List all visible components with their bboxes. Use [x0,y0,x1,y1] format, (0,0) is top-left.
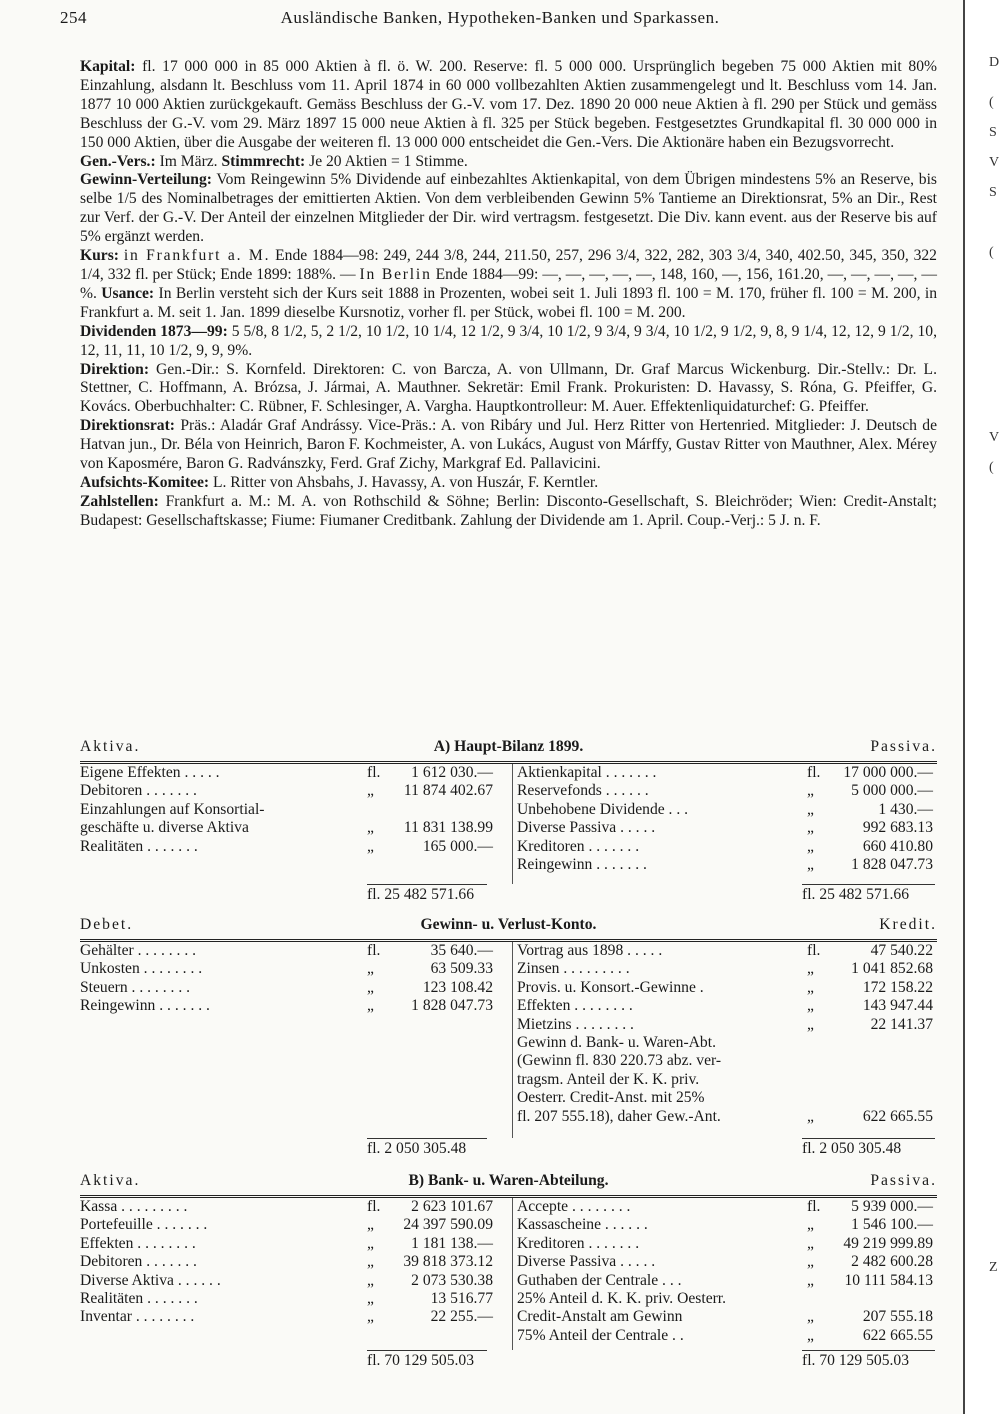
ledger-item-name: Realitäten . . . . . . . [80,1289,198,1307]
bilanz-right-column [512,764,937,884]
ledger-item-name: Mietzins . . . . . . . . [517,1015,634,1033]
ledger-currency: fl. [367,764,381,781]
waren-left-head: Aktiva. [80,1172,141,1189]
ledger-currency: „ [807,855,814,873]
aufsicht-paragraph [80,474,937,493]
ledger-amount: 49 219 999.89 [843,1234,933,1252]
ledger-item-name: Unbehobene Dividende . . . [517,800,689,818]
ledger-currency: „ [367,1234,374,1252]
gewinn-verlust-konto [80,916,937,1158]
direktion-label: Direktion: [80,360,150,378]
aufsicht-text: L. Ritter von Ahsbahs, J. Havassy, A. von Huszár, F. Kerntler. [212,473,599,491]
ledger-item-name: geschäfte u. diverse Aktiva [80,819,249,837]
ledger-currency: „ [807,1107,814,1125]
direktion-paragraph [80,361,937,418]
ledger-row [80,801,505,819]
margin-letter: V [989,430,1000,445]
waren-columns [80,1198,937,1350]
ledger-row [517,1253,937,1271]
gv-total-left: fl. 2 050 305.48 [367,1138,487,1158]
waren-total-right: fl. 70 129 505.03 [802,1350,935,1370]
zahlstellen-text: Frankfurt a. M.: M. A. von Rothschild & Söhne; Berlin: Disconto-Gesellschaft, S. Bleichröder; Wien: Credit-Anstalt; Budapest: Gesellschaftskasse; Fiume: Fiumaner Creditbank. Zahlung der Dividende am 1. April. Coup.-Verj.: 5 J. n. F. [80,492,937,529]
ledger-currency: „ [807,997,814,1015]
ledger-currency: „ [807,1308,814,1326]
usance-label: Usance: [101,284,155,302]
ledger-item-name: 75% Anteil der Centrale . . [517,1326,684,1344]
waren-left-column [80,1198,505,1350]
direktionsrat-label: Direktionsrat: [80,417,175,435]
kurs-place-frankfurt: in Frankfurt a. M. [123,247,271,265]
gv-left-head: Debet. [80,916,134,933]
ledger-currency: „ [367,960,374,978]
ledger-row [80,1216,505,1234]
kapital-label: Kapital: [80,58,136,75]
gv-right-head: Kredit. [879,916,937,933]
kapital-paragraph [80,58,937,153]
ledger-currency: „ [807,978,814,996]
dividenden-paragraph [80,323,937,361]
usance-text: In Berlin versteht sich der Kurs seit 1888 in Prozenten, wobei seit 1. Juli 1893 fl. 100 = M. 170, früher fl. 100 = M. 200, in Frankfurt a. M. seit 1. Jan. 1899 dieselbe Kursnotiz, vorher fl. per Stück, wobei fl. 100 = M. 200. [80,284,938,321]
waren-title: B) Bank- u. Waren-Abteilung. [408,1172,609,1189]
ledger-amount: 2 073 530.38 [411,1271,493,1289]
ledger-currency: „ [367,837,374,855]
gv-left-column [80,942,505,1138]
ledger-currency: „ [367,997,374,1015]
ledger-item-name: Diverse Aktiva . . . . . . [80,1271,221,1289]
margin-letter: S [989,185,997,200]
ledger-currency: fl. [807,942,821,959]
ledger-amount: 1 041 852.68 [851,960,933,978]
ledger-item-name: (Gewinn fl. 830 220.73 abz. ver- [517,1052,722,1070]
direktionsrat-text: Präs.: Aladár Graf Andrássy. Vice-Präs.: A. von Ribáry und Jul. Herz Ritter von Hertenried. Mitglieder: J. Deutsch de Hatvan jun., Dr. Béla von Heinrich, Baron F. Kochmeister, A. von Lukács, August von Márffy, Gustav Ritter von Mauthner, Alex. Mérey von Kaposmére, Baron G. Radvánszky, Ferd. Graf Zichy, Markgraf Ed. Pallavicini. [80,417,937,473]
gv-title: Gewinn- u. Verlust-Konto. [420,916,597,933]
ledger-amount: 660 410.80 [862,837,933,855]
ledger-row [517,1071,937,1089]
genvers-label: Gen.-Vers.: [80,152,156,170]
ledger-amount: 24 397 590.09 [403,1216,493,1234]
running-header [60,8,940,32]
ledger-item-name: Oesterr. Credit-Anst. mit 25% [517,1089,705,1107]
ledger-amount: 165 000.— [422,837,493,855]
ledger-currency: „ [367,978,374,996]
ledger-amount: 622 665.55 [862,1107,933,1125]
ledger-item-name: 25% Anteil d. K. K. priv. Oesterr. [517,1289,727,1307]
ledger-row [517,856,937,874]
ledger-row [517,1108,937,1126]
margin-letter: D [989,55,1000,70]
ledger-item-name: Kreditoren . . . . . . . [517,837,640,855]
ledger-currency: „ [367,1289,374,1307]
ledger-currency: „ [807,782,814,800]
ledger-currency: fl. [367,1198,381,1215]
ledger-row [80,1272,505,1290]
ledger-amount: 992 683.13 [862,819,933,837]
ledger-amount: 47 540.22 [870,942,933,959]
ledger-row [80,1290,505,1308]
gewinn-text: Vom Reingewinn 5% Dividende auf einbezahltes Aktienkapital, von dem Übrigen mindestens 5% an Reserve, bis selbe 1/5 des Nominalbetrages der emittierten Aktien. Von dem verbleibenden Gewinn 5% Tantieme an Direktionsrat, 5% an Dir., Rest zur Verf. der G.-V. Der Anteil der einzelnen Mitglieder der Dir. wird vertragsm. festgesetzt. Die Div. kann event. aus der Reserve bis auf 5% ergänzt werden. [80,171,937,246]
ledger-row [517,1198,937,1216]
ledger-currency: „ [807,1326,814,1344]
dividenden-text: 5 5/8, 8 1/2, 5, 2 1/2, 10 1/2, 10 1/4, 12 1/2, 9 3/4, 10 1/2, 9 3/4, 9 3/4, 10 1/2, 9 1/2, 9, 8, 9 1/4, 12, 12, 9 1/2, 10, 12, 11, 11, 10 1/2, 9, 9, 9%. [80,322,937,359]
bilanz-right-head: Passiva. [870,738,937,755]
ledger-amount: 11 874 402.67 [403,782,493,800]
ledger-amount: 2 482 600.28 [851,1253,933,1271]
ledger-row [517,1235,937,1253]
ledger-item-name: Reingewinn . . . . . . . [517,855,647,873]
ledger-item-name: Reservefonds . . . . . . [517,782,649,800]
ledger-currency: „ [807,837,814,855]
ledger-item-name: Unkosten . . . . . . . . [80,960,203,978]
ledger-row [517,801,937,819]
ledger-amount: 17 000 000.— [843,764,933,781]
ledger-item-name: Portefeuille . . . . . . . [80,1216,208,1234]
bilanz-total-left: fl. 25 482 571.66 [367,884,487,904]
ledger-currency: „ [807,1234,814,1252]
ledger-row [517,1016,937,1034]
kurs-label: Kurs: [80,247,119,265]
stimmrecht-label: Stimmrecht: [221,152,306,170]
ledger-item-name: Guthaben der Centrale . . . [517,1271,682,1289]
ledger-amount: 172 158.22 [862,978,933,996]
bilanz-left-head: Aktiva. [80,738,141,755]
genvers-paragraph [80,153,937,172]
ledger-row [80,979,505,997]
kurs-text-frankfurt: Ende 1884—98: 249, 244 3/8, 244, 211.50, 257, 296 3/4, 322, 282, 303 3/4, 340, 402.50, 345, 350, 322 1/4, 332 fl. per Stück; Ende 1899: 188%. — [80,247,937,283]
margin-letter: ( [989,460,994,475]
ledger-item-name: Gewinn d. Bank- u. Waren-Abt. [517,1033,716,1051]
ledger-item-name: Effekten . . . . . . . . [80,1234,196,1252]
ledger-item-name: Einzahlungen auf Konsortial- [80,800,265,818]
bilanz-total-right: fl. 25 482 571.66 [802,884,935,904]
running-title: Ausländische Banken, Hypotheken-Banken und Sparkassen. [280,8,720,27]
ledger-amount: 5 939 000.— [851,1198,933,1215]
ledger-row [517,1089,937,1107]
ledger-item-name: Steuern . . . . . . . . [80,978,191,996]
ledger-row [517,1327,937,1345]
ledger-currency: „ [367,1216,374,1234]
ledger-row [517,942,937,960]
waren-right-head: Passiva. [870,1172,937,1189]
bilanz-left-column [80,764,505,884]
ledger-amount: 13 516.77 [430,1289,493,1307]
direktion-text: Gen.-Dir.: S. Kornfeld. Direktoren: C. von Barcza, A. von Ullmann, Dr. Graf Marcus Wickenburg. Dir.-Stellv.: Dr. L. Stettner, C. Hoffmann, A. Brózsa, J. Jármai, A. Mauthner. Sekretär: Emil Frank. Prokuristen: D. Havassy, S. Róna, G. Pfeiffer, G. Kovács. Oberbuchhalter: C. Rübner, F. Schlesinger, A. Vargha. Hauptkontrolleur: M. Auer. Effektenliquidaturchef: G. Pfeiffer. [80,360,937,416]
bilanz-columns [80,764,937,884]
kurs-text-berlin: Ende 1884—99: —, —, —, —, —, 148, 160, —, 156, 161.20, —, —, —, —, —%. [80,265,937,302]
waren-right-column [512,1198,937,1350]
ledger-amount: 1 612 030.— [411,764,493,781]
ledger-currency: fl. [807,1198,821,1215]
waren-total-left: fl. 70 129 505.03 [367,1350,487,1370]
ledger-item-name: Debitoren . . . . . . . [80,782,197,800]
gewinn-label: Gewinn-Verteilung: [80,171,212,189]
gv-total-right: fl. 2 050 305.48 [802,1138,935,1158]
kapital-text: fl. 17 000 000 in 85 000 Aktien à fl. ö. W. 200. Reserve: fl. 5 000 000. Ursprünglich begeben 75 000 Aktien mit 80% Einzahlung, alsdann lt. Beschluss vom 11. April 1874 in 60 000 vollbezahlten Aktien zusammengelegt und lt. Beschluss vom 14. Jan. 1877 10 000 Aktien zurückgekauft. Gemäss Beschluss der G.-V. vom 17. Dez. 1890 20 000 neue Aktien à fl. 290 per Stück und gemäss Beschluss der G.-V. vom 29. März 1897 15 000 neue Aktien à fl. 325 per Stück begeben. Festgesetztes Grundkapital fl. 30 000 000 in 150 000 Aktien, über die Ausgabe der weiteren fl. 13 000 000 entscheidet die Gen.-Vers. Die Aktionäre haben ein Bezugsvorrecht. [80,58,937,151]
ledger-item-name: Effekten . . . . . . . . [517,997,633,1015]
ledger-amount: 22 255.— [430,1308,493,1326]
ledger-amount: 10 111 584.13 [844,1271,933,1289]
ledger-item-name: Inventar . . . . . . . . [80,1308,195,1326]
ledger-amount: 2 623 101.67 [411,1198,493,1215]
ledger-currency: „ [807,819,814,837]
margin-letter: V [989,155,1000,170]
ledger-row [80,942,505,960]
ledger-row [517,782,937,800]
bilanz-title: A) Haupt-Bilanz 1899. [433,738,584,755]
ledger-row [517,1216,937,1234]
ledger-currency: „ [807,1271,814,1289]
ledger-row [517,1052,937,1070]
ledger-item-name: Diverse Passiva . . . . . [517,819,656,837]
ledger-row [80,764,505,782]
ledger-amount: 123 108.42 [422,978,493,996]
gewinn-paragraph [80,171,937,247]
company-entry [80,58,937,531]
ledger-amount: 1 546 100.— [851,1216,933,1234]
ledger-item-name: Eigene Effekten . . . . . [80,764,220,781]
ledger-row [80,819,505,837]
next-page-margin-strip [963,0,1000,1414]
direktionsrat-paragraph [80,417,937,474]
kurs-paragraph [80,247,937,323]
ledger-row [80,1308,505,1326]
ledger-row [517,979,937,997]
ledger-amount: 207 555.18 [862,1308,933,1326]
page-number: 254 [60,8,87,27]
margin-letter: ( [989,245,994,260]
genvers-text: Im März. [159,152,218,170]
ledger-item-name: Aktienkapital . . . . . . . [517,764,657,781]
ledger-amount: 622 665.55 [862,1326,933,1344]
ledger-row [80,782,505,800]
ledger-row [517,1308,937,1326]
ledger-amount: 1 828 047.73 [411,997,493,1015]
ledger-currency: „ [807,960,814,978]
zahlstellen-paragraph [80,493,937,531]
ledger-row [517,819,937,837]
ledger-currency: „ [807,800,814,818]
ledger-row [80,1253,505,1271]
ledger-amount: 1 828 047.73 [851,855,933,873]
ledger-item-name: Kreditoren . . . . . . . [517,1234,640,1252]
ledger-row [80,997,505,1015]
margin-letter: ( [989,95,994,110]
ledger-item-name: Diverse Passiva . . . . . [517,1253,656,1271]
ledger-item-name: Reingewinn . . . . . . . [80,997,210,1015]
ledger-row [517,1272,937,1290]
margin-letter: S [989,125,997,140]
ledger-item-name: Realitäten . . . . . . . [80,837,198,855]
kurs-place-berlin: In Berlin [359,265,432,283]
ledger-row [517,997,937,1015]
ledger-amount: 35 640.— [430,942,493,959]
ledger-item-name: fl. 207 555.18), daher Gew.-Ant. [517,1107,721,1125]
ledger-currency: „ [807,1253,814,1271]
ledger-currency: „ [807,1015,814,1033]
ledger-row [517,1290,937,1308]
ledger-currency: „ [367,1308,374,1326]
ledger-amount: 1 430.— [878,800,933,818]
aufsicht-label: Aufsichts-Komitee: [80,473,210,491]
margin-letter: Z [989,1260,998,1275]
ledger-currency: „ [367,782,374,800]
zahlstellen-label: Zahlstellen: [80,492,159,510]
ledger-amount: 22 141.37 [870,1015,933,1033]
ledger-row [80,838,505,856]
ledger-amount: 11 831 138.99 [403,819,493,837]
bank-waren-abteilung [80,1172,937,1370]
ledger-item-name: Accepte . . . . . . . . [517,1198,631,1215]
ledger-item-name: Debitoren . . . . . . . [80,1253,197,1271]
ledger-item-name: Kassa . . . . . . . . . [80,1198,188,1215]
stimmrecht-text: Je 20 Aktien = 1 Stimme. [309,152,468,170]
gv-columns [80,942,937,1138]
ledger-currency: „ [807,1216,814,1234]
ledger-row [517,1034,937,1052]
gv-right-column [512,942,937,1138]
ledger-currency: „ [367,819,374,837]
ledger-row [80,1198,505,1216]
ledger-currency: fl. [367,942,381,959]
ledger-row [517,960,937,978]
ledger-item-name: Kassascheine . . . . . . [517,1216,648,1234]
ledger-item-name: Vortrag aus 1898 . . . . . [517,942,663,959]
ledger-item-name: tragsm. Anteil der K. K. priv. [517,1070,700,1088]
ledger-amount: 143 947.44 [862,997,933,1015]
ledger-row [80,960,505,978]
ledger-row [517,838,937,856]
ledger-row [80,1235,505,1253]
ledger-amount: 63 509.33 [430,960,493,978]
dividenden-label: Dividenden 1873—99: [80,322,228,340]
ledger-item-name: Zinsen . . . . . . . . . [517,960,630,978]
ledger-currency: fl. [807,764,821,781]
ledger-amount: 39 818 373.12 [403,1253,493,1271]
ledger-amount: 5 000 000.— [851,782,933,800]
ledger-amount: 1 181 138.— [411,1234,493,1252]
haupt-bilanz [80,738,937,904]
ledger-item-name: Gehälter . . . . . . . . [80,942,197,959]
ledger-currency: „ [367,1253,374,1271]
ledger-item-name: Credit-Anstalt am Gewinn [517,1308,683,1326]
ledger-row [517,764,937,782]
ledger-item-name: Provis. u. Konsort.-Gewinne . [517,978,704,996]
ledger-currency: „ [367,1271,374,1289]
